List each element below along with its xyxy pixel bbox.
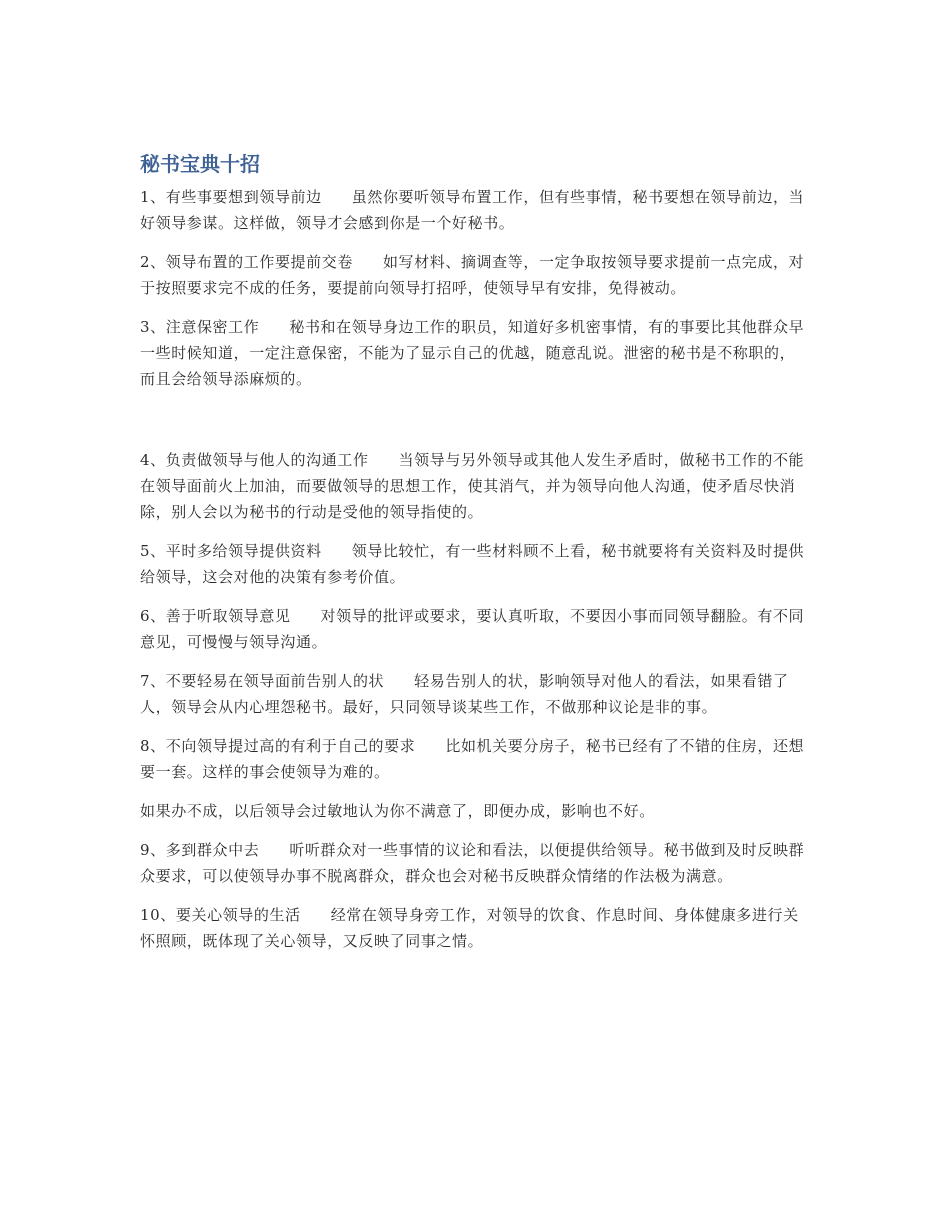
paragraph-body: 比如机关要分房子，秘书已经有了不错的住房，还想要一套。这样的事会使领导为难的。 bbox=[140, 737, 805, 781]
paragraph-4 bbox=[140, 447, 808, 525]
paragraph-body: 当领导与另外领导或其他人发生矛盾时，做秘书工作的不能在领导面前火上加油，而要做领导的思想工作，使其消气，并为领导向他人沟通，使矛盾尽快消除，别人会以为秘书的行动是受他的领导指使的。 bbox=[140, 451, 805, 521]
paragraph-heading: 6、善于听取领导意见 bbox=[140, 607, 291, 625]
paragraph-spacer bbox=[140, 405, 808, 447]
paragraph-9 bbox=[140, 837, 808, 889]
paragraph-1 bbox=[140, 184, 808, 236]
paragraph-6 bbox=[140, 603, 808, 655]
paragraph-heading: 7、不要轻易在领导面前告别人的状 bbox=[140, 672, 385, 690]
paragraph-body: 秘书和在领导身边工作的职员，知道好多机密事情，有的事要比其他群众早一些时候知道，一定注意保密，不能为了显示自己的优越，随意乱说。泄密的秘书是不称职的，而且会给领导添麻烦的。 bbox=[140, 318, 805, 388]
paragraph-heading: 4、负责做领导与他人的沟通工作 bbox=[140, 451, 369, 469]
paragraph-body: 对领导的批评或要求，要认真听取，不要因小事而同领导翻脸。有不同意见，可慢慢与领导沟通。 bbox=[140, 607, 805, 651]
paragraph-body: 虽然你要听领导布置工作，但有些事情，秘书要想在领导前边，当好领导参谋。这样做，领导才会感到你是一个好秘书。 bbox=[140, 188, 805, 232]
paragraph-8 bbox=[140, 733, 808, 785]
paragraph-heading: 2、领导布置的工作要提前交卷 bbox=[140, 253, 353, 271]
paragraph-5 bbox=[140, 538, 808, 590]
paragraph-2 bbox=[140, 249, 808, 301]
paragraph-heading: 5、平时多给领导提供资料 bbox=[140, 542, 322, 560]
paragraph-7 bbox=[140, 668, 808, 720]
paragraph-heading: 3、注意保密工作 bbox=[140, 318, 260, 336]
paragraph-body: 如果办不成，以后领导会过敏地认为你不满意了，即便办成，影响也不好。 bbox=[140, 802, 655, 820]
paragraph-body: 经常在领导身旁工作，对领导的饮食、作息时间、身体健康多进行关怀照顾，既体现了关心领导，又反映了同事之情。 bbox=[140, 906, 799, 950]
paragraph-body: 领导比较忙，有一些材料顾不上看，秘书就要将有关资料及时提供给领导，这会对他的决策有参考价值。 bbox=[140, 542, 805, 586]
paragraph-10 bbox=[140, 902, 808, 954]
paragraph-body: 听听群众对一些事情的议论和看法，以便提供给领导。秘书做到及时反映群众要求，可以使领导办事不脱离群众，群众也会对秘书反映群众情绪的作法极为满意。 bbox=[140, 841, 805, 885]
paragraph-8-continued bbox=[140, 798, 808, 824]
paragraph-heading: 9、多到群众中去 bbox=[140, 841, 260, 859]
paragraph-heading: 8、不向领导提过高的有利于自己的要求 bbox=[140, 737, 416, 755]
paragraph-body: 轻易告别人的状，影响领导对他人的看法，如果看错了人，领导会从内心埋怨秘书。最好，只同领导谈某些工作，不做那种议论是非的事。 bbox=[140, 672, 789, 716]
paragraph-3 bbox=[140, 314, 808, 392]
document-title: 秘书宝典十招 bbox=[140, 152, 260, 176]
paragraph-heading: 1、有些事要想到领导前边 bbox=[140, 188, 322, 206]
paragraph-heading: 10、要关心领导的生活 bbox=[140, 906, 301, 924]
paragraph-body: 如写材料、摘调查等，一定争取按领导要求提前一点完成，对于按照要求完不成的任务，要提前向领导打招呼，使领导早有安排，免得被动。 bbox=[140, 253, 805, 297]
document-content bbox=[140, 148, 808, 967]
